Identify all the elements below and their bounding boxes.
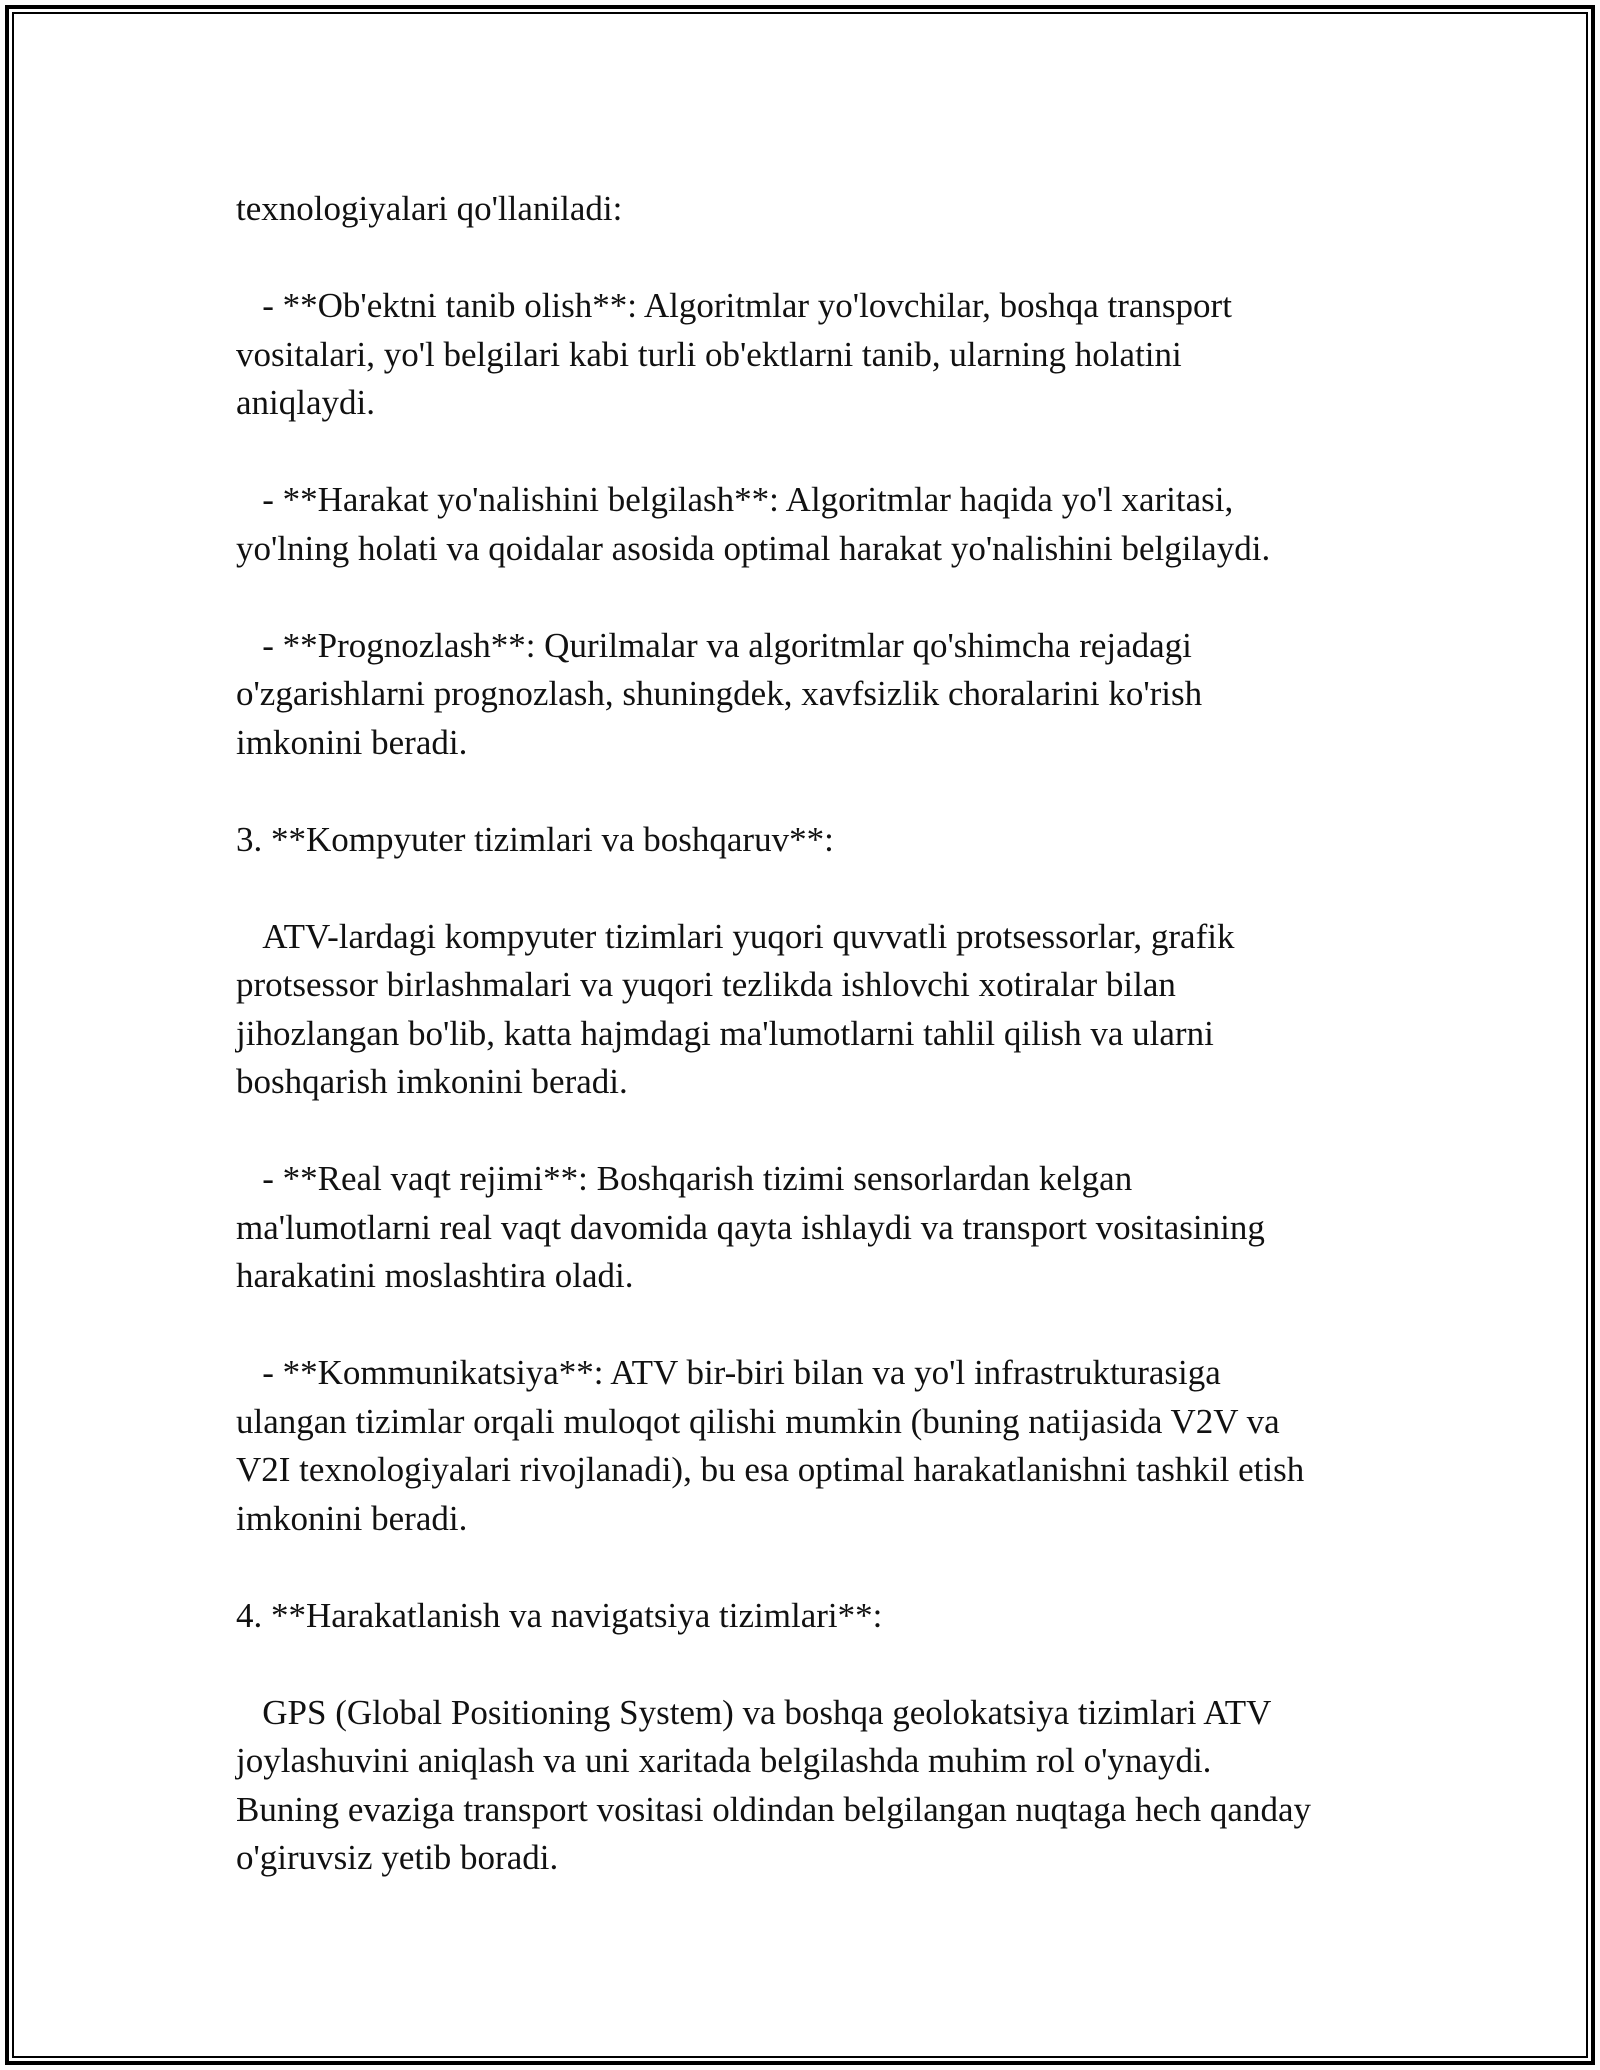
document-body (236, 185, 1386, 1883)
section-heading-computer-systems: 3. **Kompyuter tizimlari va boshqaruv**: (236, 819, 834, 859)
paragraph-computer-systems: ATV-lardagi kompyuter tizimlari yuqori quvvatli protsessorlar, grafik protsessor birlashmalari va yuqori tezlikda ishlovchi xotiralar bilan jihozlangan bo'lib, katta hajmdagi ma'lumotlarni tahlil qilish va ularni boshqarish imkonini beradi. (236, 916, 1235, 1101)
paragraph-intro-line: texnologiyalari qo'llaniladi: (236, 189, 623, 228)
section-heading-navigation: 4. **Harakatlanish va navigatsiya tizimlari**: (236, 1595, 883, 1635)
paragraph-object-recognition: - **Ob'ektni tanib olish**: Algoritmlar yo'lovchilar, boshqa transport vositalari, yo'l belgilari kabi turli ob'ektlarni tanib, ularning holatini aniqlaydi. (236, 286, 1232, 422)
paragraph-real-time-mode: - **Real vaqt rejimi**: Boshqarish tizimi sensorlardan kelgan ma'lumotlarni real vaqt davomida qayta ishlaydi va transport vositasining harakatini moslashtira oladi. (236, 1159, 1265, 1295)
paragraph-forecasting: - **Prognozlash**: Qurilmalar va algoritmlar qo'shimcha rejadagi o'zgarishlarni prognozlash, shuningdek, xavfsizlik choralarini ko'rish imkonini beradi. (236, 625, 1203, 762)
paragraph-direction-planning: - **Harakat yo'nalishini belgilash**: Algoritmlar haqida yo'l xaritasi, yo'lning holati va qoidalar asosida optimal harakat yo'nalishini belgilaydi. (236, 480, 1271, 568)
paragraph-gps: GPS (Global Positioning System) va boshqa geolokatsiya tizimlari ATV joylashuvini aniqlash va uni xaritada belgilashda muhim rol o'ynaydi. Buning evaziga transport vositasi oldindan belgilangan nuqtaga hech qanday o'giruvsiz yetib boradi. (236, 1692, 1311, 1877)
paragraph-communication: - **Kommunikatsiya**: ATV bir-biri bilan va yo'l infrastrukturasiga ulangan tizimlar orqali muloqot qilishi mumkin (buning natijasida V2V va V2I texnologiyalari rivojlanadi), bu esa optimal harakatlanishni tashkil etish imkonini beradi. (236, 1353, 1305, 1538)
